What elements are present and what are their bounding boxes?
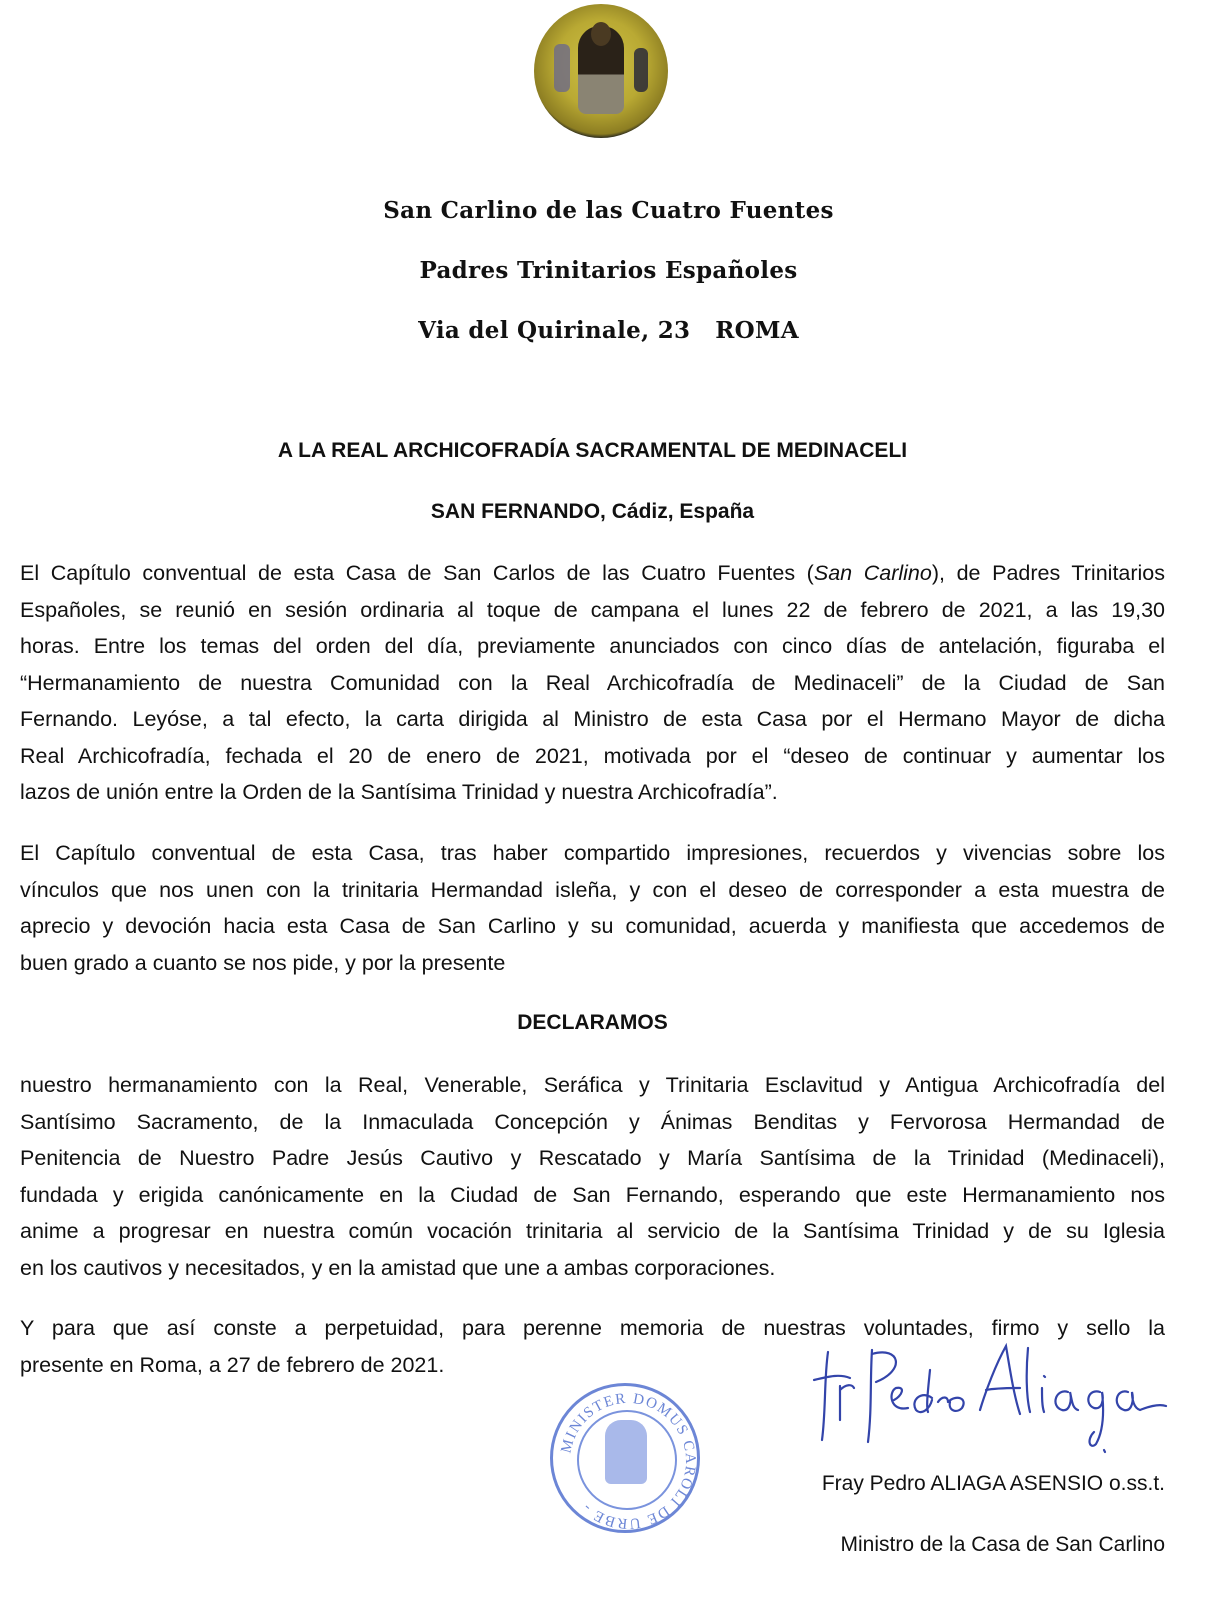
svg-text:MINISTER DOMUS CAROLI DE URBE: MINISTER DOMUS CAROLI DE URBE - xyxy=(558,1390,699,1532)
paragraph-2: El Capítulo conventual de esta Casa, tras haber compartido impresiones, recuerdos y vivencias sobre los vínculos que nos unen con la trinitaria Hermandad isleña, y con el deseo de corresponder a esta muestra de aprecio y devoción hacia esta Casa de San Carlino y su comunidad, acuerda y manifiesta que accedemos de buen grado a cuanto se nos pide, y por la presente xyxy=(20,841,1165,975)
official-stamp-icon xyxy=(550,1383,700,1533)
recipient-line-2: SAN FERNANDO, Cádiz, España xyxy=(430,500,755,523)
letterhead-line-2: Padres Trinitarios Españoles xyxy=(419,257,798,284)
signatory-name: Fray Pedro ALIAGA ASENSIO o.ss.t. xyxy=(821,1472,1165,1495)
mosaic-emblem-icon xyxy=(534,4,668,138)
paragraph-4: Y para que así conste a perpetuidad, para perenne memoria de nuestras voluntades, firmo y sello la presente en Roma, a 27 de febrero de 2021. xyxy=(20,1316,1165,1377)
signatory-role: Ministro de la Casa de San Carlino xyxy=(840,1533,1165,1556)
letterhead-line-1: San Carlino de las Cuatro Fuentes xyxy=(383,197,834,224)
recipient-line-1: A LA REAL ARCHICOFRADÍA SACRAMENTAL DE MEDINACELI xyxy=(277,439,908,462)
paragraph-3: nuestro hermanamiento con la Real, Venerable, Seráfica y Trinitaria Esclavitud y Antigua Archicofradía del Santísimo Sacramento, de la Inmaculada Concepción y Ánimas Benditas y Fervorosa Hermandad de Penitencia de Nuestro Padre Jesús Cautivo y Rescatado y María Santísima de la Trinidad (Medinaceli), fundada y erigida canónicamente en la Ciudad de San Fernando, esperando que este Hermanamiento nos anime a progresar en nuestra común vocación trinitaria al servicio de la Santísima Trinidad y de su Iglesia en los cautivos y necesitados, y en la amistad que une a ambas corporaciones. xyxy=(20,1073,1165,1280)
paragraph-1: El Capítulo conventual de esta Casa de San Carlos de las Cuatro Fuentes (San Carlino), de Padres Trinitarios Españoles, se reunió en sesión ordinaria al toque de campana el lunes 22 de febrero de 2021, a las 19,30 horas. Entre los temas del orden del día, previamente anunciados con cinco días de antelación, figuraba el “Hermanamiento de nuestra Comunidad con la Real Archicofradía de Medinaceli” de la Ciudad de San Fernando. Leyóse, a tal efecto, la carta dirigida al Ministro de esta Casa por el Hermano Mayor de dicha Real Archicofradía, fechada el 20 de enero de 2021, motivada por el “deseo de continuar y aumentar los lazos de unión entre la Orden de la Santísima Trinidad y nuestra Archicofradía”. xyxy=(20,561,1166,804)
declaration-heading: DECLARAMOS xyxy=(517,1011,668,1034)
handwritten-signature xyxy=(810,1340,1170,1460)
letterhead-address: Via del Quirinale, 23 ROMA xyxy=(418,317,799,344)
